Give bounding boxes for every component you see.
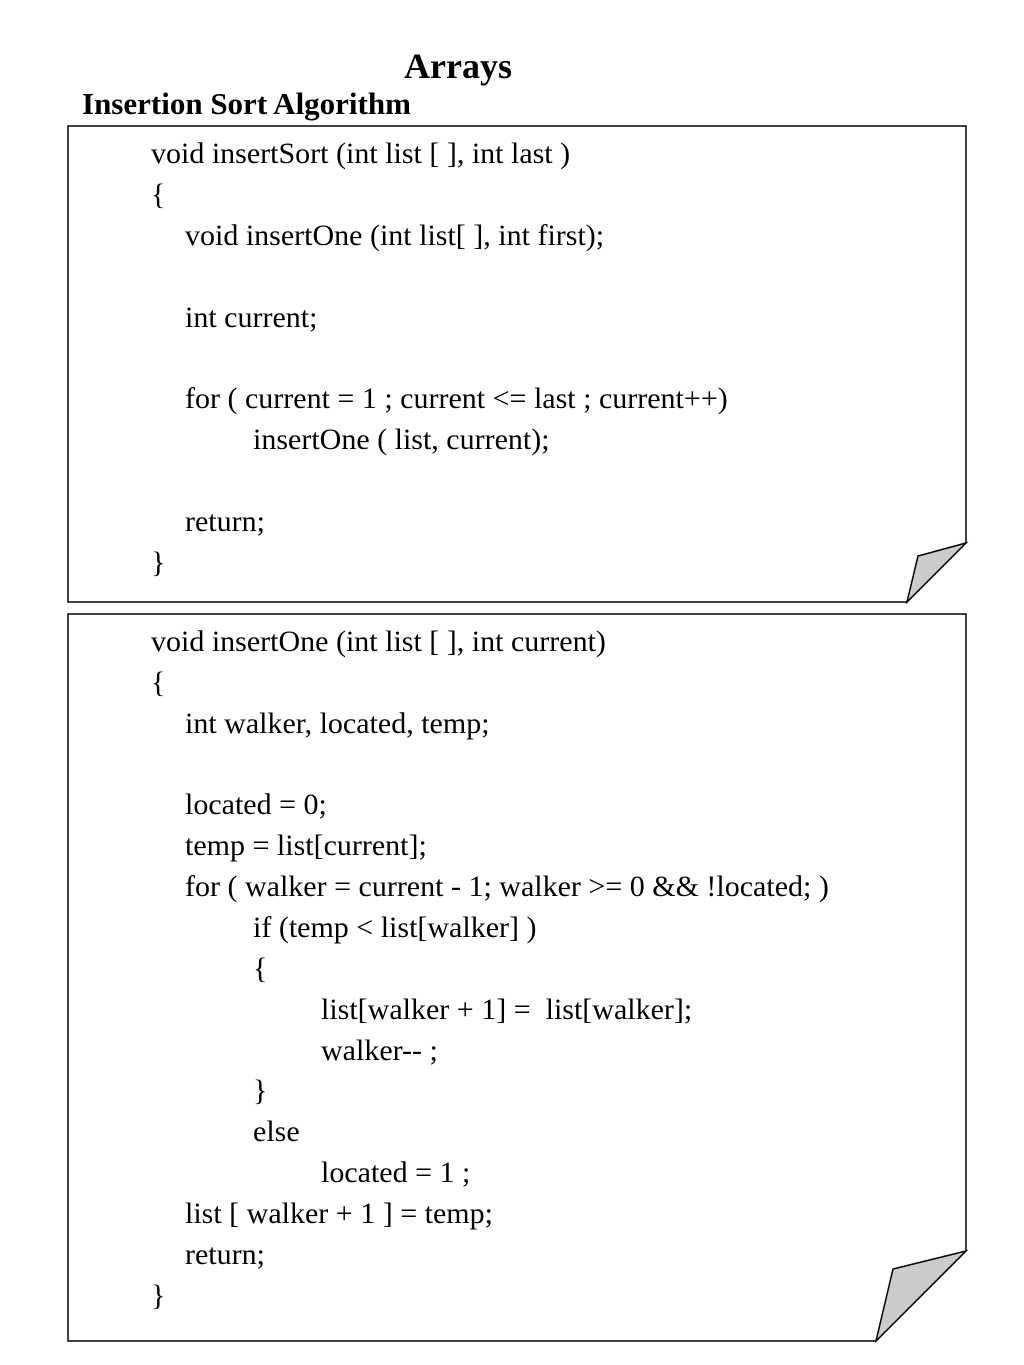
code-line: return; <box>185 1237 265 1271</box>
code-line: for ( walker = current - 1; walker >= 0 && !located; ) <box>185 870 829 904</box>
code-line: return; <box>185 505 265 539</box>
code-line: void insertOne (int list [ ], int current) <box>151 625 606 658</box>
code-line: } <box>151 546 166 579</box>
code-line: int walker, located, temp; <box>185 706 490 740</box>
code-line: walker-- ; <box>321 1033 438 1067</box>
code-line: else <box>253 1115 300 1149</box>
section-subtitle: Insertion Sort Algorithm <box>82 86 411 121</box>
code-line: void insertOne (int list[ ], int first); <box>185 218 605 252</box>
code-line: for ( current = 1 ; current <= last ; current++) <box>185 382 728 416</box>
code-line: { <box>151 665 166 699</box>
box-1-page-curl-icon <box>907 543 966 602</box>
code-line: insertOne ( list, current); <box>253 423 550 457</box>
code-line: list[walker + 1] = list[walker]; <box>321 992 693 1026</box>
code-line: { <box>151 177 166 211</box>
code-line: } <box>151 1278 166 1312</box>
code-line: { <box>253 951 268 985</box>
code-line: list [ walker + 1 ] = temp; <box>185 1196 493 1230</box>
code-line: void insertSort (int list [ ], int last ) <box>151 137 571 170</box>
code-line: int current; <box>185 300 318 334</box>
code-line: located = 1 ; <box>321 1156 471 1190</box>
page-title: Arrays <box>404 46 512 86</box>
code-line: if (temp < list[walker] ) <box>253 910 537 944</box>
code-line: located = 0; <box>185 788 327 822</box>
code-line: temp = list[current]; <box>185 829 427 863</box>
box-2-page-curl-icon <box>876 1251 966 1341</box>
code-line: } <box>253 1074 268 1108</box>
